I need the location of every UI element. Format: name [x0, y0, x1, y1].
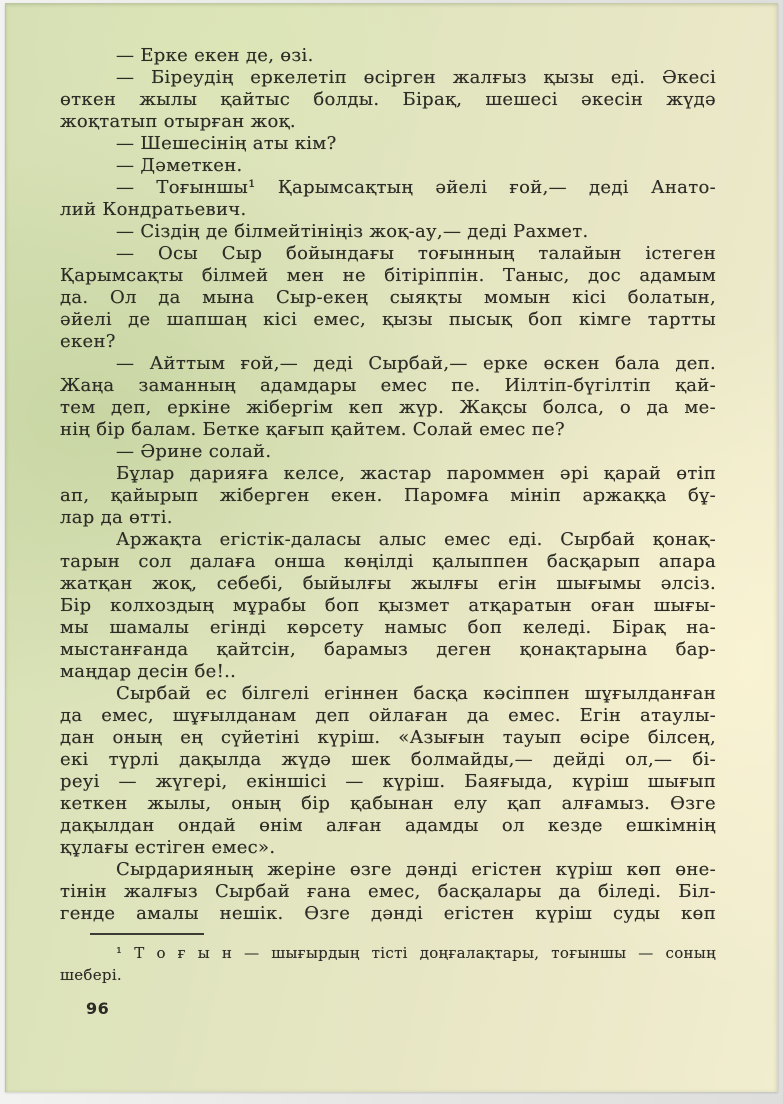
text-line: Аржақта егістік-даласы алыс емес еді. Сырбай қонақ-: [116, 529, 716, 550]
text-line: реуі — жүгері, екіншісі — күріш. Баяғыда, күріш шығып: [60, 771, 716, 792]
text-line: нің бір балам. Бетке қағып қайтем. Солай емес пе?: [60, 419, 565, 440]
body-text: [60, 45, 716, 925]
text-line: екен?: [60, 331, 116, 352]
text-line: өткен жылы қайтыс болды. Бірақ, шешесі әкесін жүдә: [60, 89, 716, 110]
text-line: Сырдарияның жеріне өзге дәнді егістен күріш көп өне-: [116, 859, 716, 880]
text-line: — Шешесінің аты кім?: [116, 133, 337, 154]
text-line: Бұлар дарияға келсе, жастар пароммен әрі қарай өтіп: [116, 463, 716, 484]
text-line: кеткен жылы, оның бір қабынан елу қап алғамыз. Өзге: [60, 793, 716, 814]
text-line: лар да өтті.: [60, 507, 173, 528]
footnote: [60, 943, 716, 987]
text-line: — Дәметкен.: [116, 155, 243, 176]
text-line: — Сіздің де білмейтініңіз жоқ-ау,— деді Рахмет.: [116, 221, 589, 242]
text-line: лий Кондратьевич.: [60, 199, 247, 220]
text-line: тем деп, еркіне жібергім кеп жүр. Жақсы болса, о да ме-: [60, 397, 716, 418]
text-line: мы шамалы егінді көрсету намыс боп келеді. Бірақ на-: [60, 617, 716, 638]
text-line: жоқтатып отырған жоқ.: [60, 111, 296, 132]
text-line: — Осы Сыр бойындағы тоғынның талайын істеген: [116, 243, 716, 264]
text-line: да емес, шұғылданам деп ойлаған да емес. Егін атаулы-: [60, 705, 716, 726]
text-line: дан оның ең сүйетіні күріш. «Азығын тауып өсіре білсең,: [60, 727, 716, 748]
text-line: тінін жалғыз Сырбай ғана емес, басқалары да біледі. Біл-: [60, 881, 716, 902]
footnote-line: шебері.: [60, 966, 122, 984]
text-line: екі түрлі дақылда жүдә шек болмайды,— дейді ол,— бі-: [60, 749, 716, 770]
text-line: — Әрине солай.: [116, 441, 272, 462]
text-line: — Ерке екен де, өзі.: [116, 45, 314, 66]
text-line: ап, қайырып жіберген екен. Паромға мініп аржаққа бұ-: [60, 485, 716, 506]
text-line: маңдар десін бе!..: [60, 661, 237, 682]
text-line: мыстанғанда қайтсін, барамыз деген қонақтарына бар-: [60, 639, 716, 660]
text-line: — Айттым ғой,— деді Сырбай,— ерке өскен бала деп.: [116, 353, 716, 374]
footnote-separator: [90, 933, 204, 935]
text-line: Қарымсақты білмей мен не бітіріппін. Таныс, дос адамым: [60, 265, 716, 286]
text-line: да. Ол да мына Сыр-екең сыяқты момын кісі болатын,: [60, 287, 716, 308]
page-number: 96: [86, 999, 110, 1018]
text-line: құлағы естіген емес».: [60, 837, 276, 858]
text-line: Жаңа заманның адамдары емес пе. Иілтіп-бүгілтіп қай-: [60, 375, 716, 396]
text-line: Сырбай ес білгелі егіннен басқа кәсіппен шұғылданған: [116, 683, 716, 704]
text-line: әйелі де шапшаң кісі емес, қызы пысық боп кімге тартты: [60, 309, 716, 330]
text-line: тарын сол далаға онша көңілді қалыппен басқарып апара: [60, 551, 716, 572]
text-line: дақылдан ондай өнім алған адамды ол кезде ешкімнің: [60, 815, 716, 836]
text-line: жатқан жоқ, себебі, быйылғы жылғы егін шығымы әлсіз.: [60, 573, 716, 594]
page-surface: [5, 3, 778, 1092]
text-line: генде амалы нешік. Өзге дәнді егістен күріш суды көп: [60, 903, 716, 924]
text-line: — Біреудің еркелетіп өсірген жалғыз қызы еді. Әкесі: [116, 67, 716, 88]
footnote-line: ¹ Т о ғ ы н — шығырдың тісті доңғалақтары, тоғыншы — соның: [116, 944, 716, 962]
text-line: — Тоғыншы¹ Қарымсақтың әйелі ғой,— деді Анато-: [116, 177, 716, 198]
text-line: Бір колхоздың мұрабы боп қызмет атқаратын оған шығы-: [60, 595, 716, 616]
